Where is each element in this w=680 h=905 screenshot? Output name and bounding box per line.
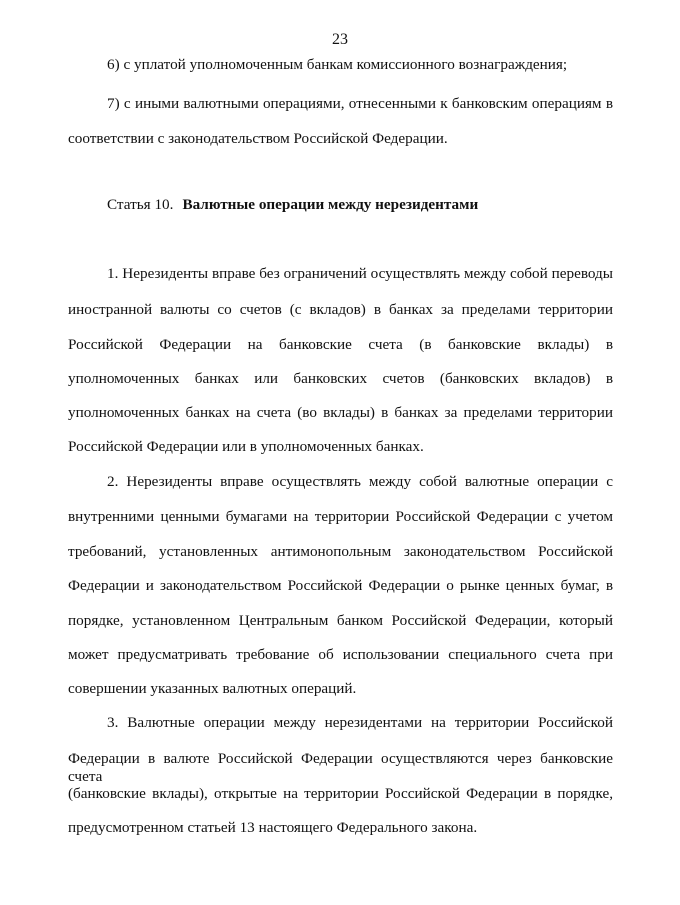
paragraph-3-line-2: Федерации в валюте Российской Федерации осуществляются через банковские счета [68, 750, 613, 785]
paragraph-1-line-4: уполномоченных банках или банковских счетов (банковских вкладов) в [68, 370, 613, 387]
paragraph-2-line-4: Федерации и законодательством Российской Федерации о рынке ценных бумаг, в [68, 577, 613, 594]
paragraph-2-line-7: совершении указанных валютных операций. [68, 680, 357, 697]
article-title: Валютные операции между нерезидентами [182, 196, 479, 213]
paragraph-1-line-3: Российской Федерации на банковские счета (в банковские вклады) в [68, 336, 613, 353]
article-number: Статья 10. [107, 196, 174, 213]
paragraph-1-line-2: иностранной валюты со счетов (с вкладов) в банках за пределами территории [68, 301, 613, 318]
paragraph-3-line-4: предусмотренном статьей 13 настоящего Федерального закона. [68, 819, 478, 836]
page-number: 23 [332, 31, 348, 48]
list-item-7-line-2: соответствии с законодательством Российской Федерации. [68, 130, 448, 147]
paragraph-2-line-6: может предусматривать требование об использовании специального счета при [68, 646, 613, 663]
paragraph-2-line-2: внутренними ценными бумагами на территории Российской Федерации с учетом [68, 508, 613, 525]
article-heading [107, 196, 478, 214]
paragraph-1-line-1: 1. Нерезиденты вправе без ограничений осуществлять между собой переводы [107, 265, 613, 282]
paragraph-3-line-1: 3. Валютные операции между нерезидентами на территории Российской [107, 714, 613, 731]
paragraph-3-line-3: (банковские вклады), открытые на территории Российской Федерации в порядке, [68, 785, 613, 802]
list-item-6: 6) с уплатой уполномоченным банкам комиссионного вознаграждения; [107, 56, 568, 73]
paragraph-1-line-6: Российской Федерации или в уполномоченных банках. [68, 438, 424, 455]
list-item-7-line-1: 7) с иными валютными операциями, отнесенными к банковским операциям в [107, 95, 613, 112]
paragraph-2-line-3: требований, установленных антимонопольным законодательством Российской [68, 543, 613, 560]
paragraph-2-line-1: 2. Нерезиденты вправе осуществлять между собой валютные операции с [107, 473, 613, 490]
paragraph-1-line-5: уполномоченных банках на счета (во вклады) в банках за пределами территории [68, 404, 613, 421]
paragraph-2-line-5: порядке, установленном Центральным банком Российской Федерации, который [68, 612, 613, 629]
